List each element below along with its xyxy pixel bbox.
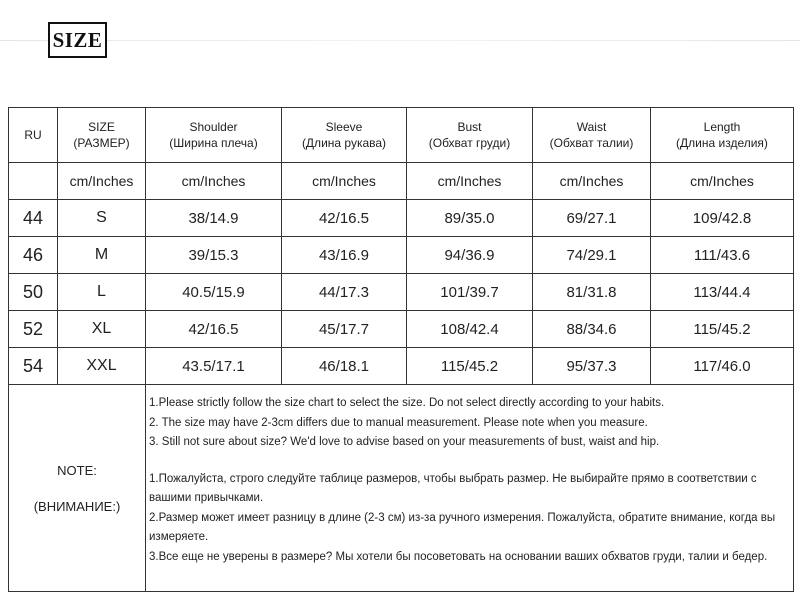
waist-cell: 88/34.6 — [533, 311, 651, 348]
header-divider — [0, 40, 800, 41]
unit-cell: cm/Inches — [282, 163, 407, 200]
header-cell-size: SIZE (РАЗМЕР) — [58, 108, 146, 163]
bust-cell: 108/42.4 — [407, 311, 533, 348]
note-en-line: 1.Please strictly follow the size chart to select the size. Do not select directly according to your habits. — [149, 397, 665, 409]
sleeve-cell: 45/17.7 — [282, 311, 407, 348]
length-cell: 113/44.4 — [651, 274, 794, 311]
unit-cell: cm/Inches — [533, 163, 651, 200]
note-label-cell — [9, 385, 146, 592]
length-cell: 115/45.2 — [651, 311, 794, 348]
size-cell: S — [58, 200, 146, 237]
shoulder-cell: 39/15.3 — [146, 237, 282, 274]
shoulder-cell: 42/16.5 — [146, 311, 282, 348]
unit-cell: cm/Inches — [407, 163, 533, 200]
note-ru-line: 3.Все еще не уверены в размере? Мы хотели бы посоветовать на основании ваших обхватов груди, талии и бедер. — [149, 550, 768, 563]
bust-cell: 89/35.0 — [407, 200, 533, 237]
sleeve-cell: 42/16.5 — [282, 200, 407, 237]
size-logo: SIZE — [48, 22, 107, 58]
waist-cell: 81/31.8 — [533, 274, 651, 311]
unit-cell: cm/Inches — [58, 163, 146, 200]
unit-cell: cm/Inches — [146, 163, 282, 200]
size-cell: XXL — [58, 348, 146, 385]
size-cell: XL — [58, 311, 146, 348]
sleeve-cell: 44/17.3 — [282, 274, 407, 311]
note-text-cell — [146, 385, 794, 592]
length-cell: 117/46.0 — [651, 348, 794, 385]
ru-size-cell: 44 — [9, 200, 58, 237]
table-row — [9, 274, 794, 311]
shoulder-cell: 40.5/15.9 — [146, 274, 282, 311]
note-en-line: 3. Still not sure about size? We'd love to advise based on your measurements of bust, waist and hip. — [149, 436, 660, 448]
ru-size-cell: 50 — [9, 274, 58, 311]
shoulder-cell: 43.5/17.1 — [146, 348, 282, 385]
note-label: NOTE: — [57, 462, 97, 478]
header-cell-sleeve: Sleeve (Длина рукава) — [282, 108, 407, 163]
note-en-line: 2. The size may have 2-3cm differs due to manual measurement. Please note when you measure. — [149, 416, 648, 429]
note-row — [9, 385, 794, 592]
table-row — [9, 200, 794, 237]
bust-cell: 115/45.2 — [407, 348, 533, 385]
unit-cell — [9, 163, 58, 200]
ru-size-cell: 54 — [9, 348, 58, 385]
note-ru-line: 1.Пожалуйста, строго следуйте таблице размеров, чтобы выбрать размер. Не выбирайте прямо в соответствии с вашими привычками. — [149, 472, 757, 504]
sleeve-cell: 43/16.9 — [282, 237, 407, 274]
sleeve-cell: 46/18.1 — [282, 348, 407, 385]
shoulder-cell: 38/14.9 — [146, 200, 282, 237]
header-cell-waist: Waist (Обхват талии) — [533, 108, 651, 163]
table-row — [9, 311, 794, 348]
waist-cell: 74/29.1 — [533, 237, 651, 274]
note-label-ru: (ВНИМАНИЕ:) — [33, 498, 121, 514]
note-ru-line: 2.Размер может имеет разницу в длине (2-3 см) из-за ручного измерения. Пожалуйста, обратите внимание, когда вы измеряете. — [149, 511, 776, 543]
table-row — [9, 237, 794, 274]
unit-row — [9, 163, 794, 200]
header-cell-ru: RU — [9, 108, 58, 163]
length-cell: 109/42.8 — [651, 200, 794, 237]
unit-cell: cm/Inches — [651, 163, 794, 200]
table-row — [9, 348, 794, 385]
waist-cell: 69/27.1 — [533, 200, 651, 237]
length-cell: 111/43.6 — [651, 237, 794, 274]
size-cell: M — [58, 237, 146, 274]
header-row — [9, 108, 794, 163]
size-chart-table — [8, 107, 794, 592]
header-cell-bust: Bust (Обхват груди) — [407, 108, 533, 163]
header-cell-shoulder: Shoulder (Ширина плеча) — [146, 108, 282, 163]
size-cell: L — [58, 274, 146, 311]
ru-size-cell: 52 — [9, 311, 58, 348]
bust-cell: 94/36.9 — [407, 237, 533, 274]
waist-cell: 95/37.3 — [533, 348, 651, 385]
header-cell-length: Length (Длина изделия) — [651, 108, 794, 163]
bust-cell: 101/39.7 — [407, 274, 533, 311]
ru-size-cell: 46 — [9, 237, 58, 274]
